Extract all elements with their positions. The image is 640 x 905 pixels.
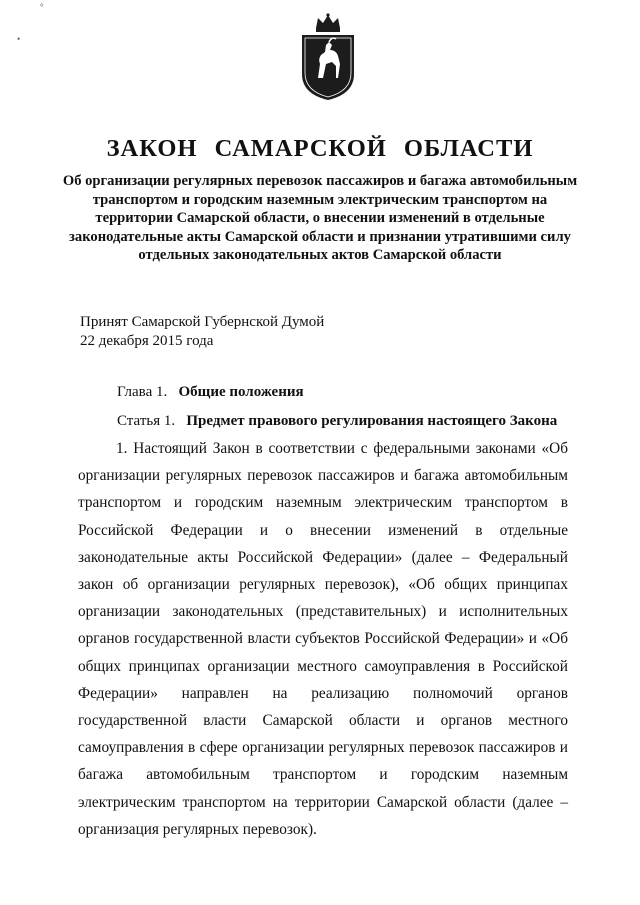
- adoption-body: Принят Самарской Губернской Думой: [80, 314, 325, 330]
- article-prefix: Статья 1.: [117, 413, 176, 429]
- article-title: Предмет правового регулирования настоящего Закона: [186, 413, 558, 429]
- samara-coat-of-arms-icon: [296, 12, 360, 102]
- article-paragraph: 1. Настоящий Закон в соответствии с федеральными законами «Об организации регулярных перевозок пассажиров и багажа автомобильным транспортом и городским наземным электрическим транспортом в Российской Федерации и о внесении изменений в отдельные законодательные акты Российской Федерации» (далее – Федеральный закон об организации регулярных перевозок), «Об общих принципах организации законодательных (представительных) и исполнительных органов государственной власти субъектов Российской Федерации» и «Об общих принципах организации местного самоуправления в Российской Федерации» направлен на реализацию полномочий органов государственной власти Самарской области и органов местного самоуправления в сфере организации регулярных перевозок пассажиров и багажа автомобильным транспортом и городским наземным электрическим транспортом на территории Самарской области (далее – организация регулярных перевозок).: [78, 440, 568, 838]
- law-title: ЗАКОН САМАРСКОЙ ОБЛАСТИ: [106, 135, 534, 162]
- adoption-date: 22 декабря 2015 года: [80, 333, 214, 349]
- scan-mark: °: [40, 2, 44, 12]
- chapter-prefix: Глава 1.: [117, 384, 168, 400]
- article-heading: [117, 412, 557, 431]
- law-subtitle: Об организации регулярных перевозок пассажиров и багажа автомобильным транспортом и городским наземным электрическим транспортом на территории Самарской области, о внесении изменений в отдельные законодательные акты Самарской области и признании утратившими силу отдельных законодательных актов Самарской области: [62, 173, 578, 263]
- adoption-info: [80, 313, 324, 351]
- chapter-title: Общие положения: [178, 384, 304, 400]
- chapter-heading: [117, 383, 304, 402]
- scan-mark: •: [17, 34, 21, 44]
